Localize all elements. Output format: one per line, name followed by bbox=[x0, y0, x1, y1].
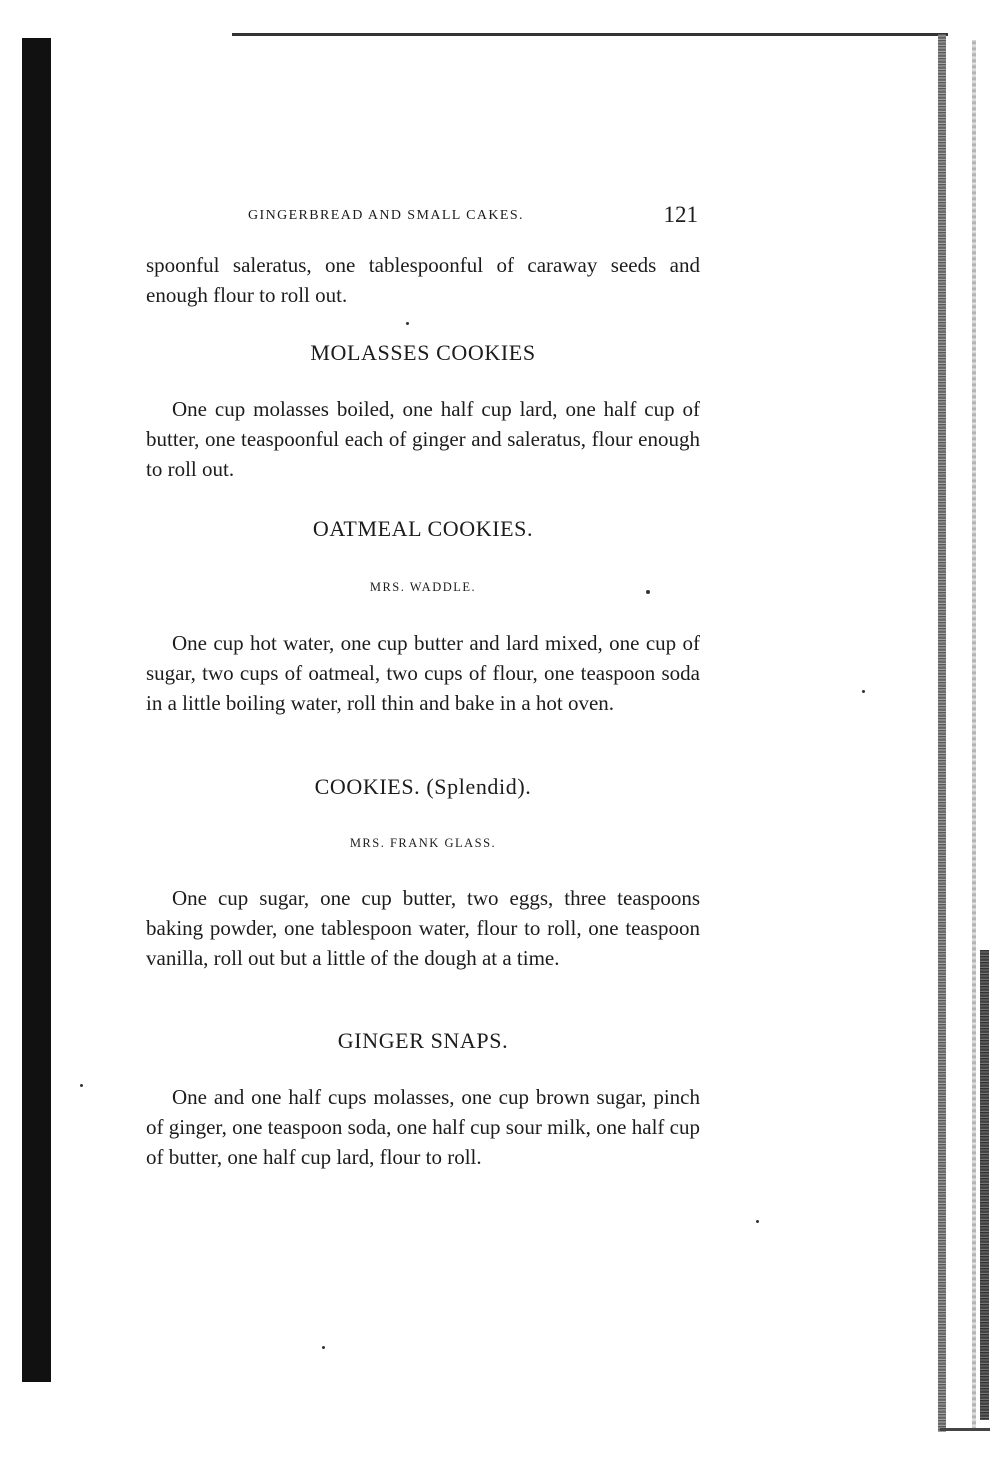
recipe-title-ginger-snaps: GINGER SNAPS. bbox=[337, 1028, 509, 1053]
recipe-text-molasses-cookies: One cup molasses boiled, one half cup lard, one half cup of butter, one teaspoonful each of ginger and saleratus, flour enough to roll out. bbox=[146, 397, 700, 481]
recipe-title-oatmeal-cookies: OATMEAL COOKIES. bbox=[312, 516, 534, 541]
scan-binding-shadow bbox=[22, 38, 51, 1382]
scan-speck bbox=[406, 322, 409, 325]
running-head bbox=[248, 204, 700, 230]
running-title: GINGERBREAD AND SMALL CAKES. bbox=[248, 208, 524, 223]
scan-bottom-edge bbox=[940, 1428, 990, 1431]
recipe-text-ginger-snaps: One and one half cups molasses, one cup brown sugar, pinch of ginger, one teaspoon soda, one half cup sour milk, one half cup of butter, one half cup lard, flour to roll. bbox=[146, 1085, 700, 1169]
page-number: 121 bbox=[663, 202, 698, 227]
recipe-author-cookies-splendid: MRS. FRANK GLASS. bbox=[349, 836, 497, 850]
scan-speck bbox=[756, 1220, 759, 1223]
recipe-text-cookies-splendid: One cup sugar, one cup butter, two eggs, three teaspoons baking powder, one tablespoon water, flour to roll, one teaspoon vanilla, roll out but a little of the dough at a time. bbox=[146, 886, 700, 970]
scan-top-edge bbox=[232, 33, 948, 36]
scan-right-edge-light bbox=[972, 40, 976, 1430]
recipe-text-oatmeal-cookies: One cup hot water, one cup butter and lard mixed, one cup of sugar, two cups of oatmeal, two cups of flour, one teaspoon soda in a little boiling water, roll thin and bake in a hot oven. bbox=[146, 631, 700, 715]
scan-speck bbox=[862, 690, 865, 693]
scan-right-edge bbox=[938, 34, 946, 1432]
scan-speck bbox=[80, 1084, 83, 1087]
continuation-paragraph: spoonful saleratus, one tablespoonful of caraway seeds and enough flour to roll out. bbox=[146, 253, 700, 307]
scan-right-edge-dark bbox=[980, 950, 989, 1420]
recipe-title-molasses-cookies: MOLASSES COOKIES bbox=[310, 340, 536, 365]
recipe-title-cookies-splendid: COOKIES. (Splendid). bbox=[314, 774, 532, 799]
scan-speck bbox=[322, 1346, 325, 1349]
recipe-author-oatmeal-cookies: MRS. WADDLE. bbox=[369, 580, 477, 594]
